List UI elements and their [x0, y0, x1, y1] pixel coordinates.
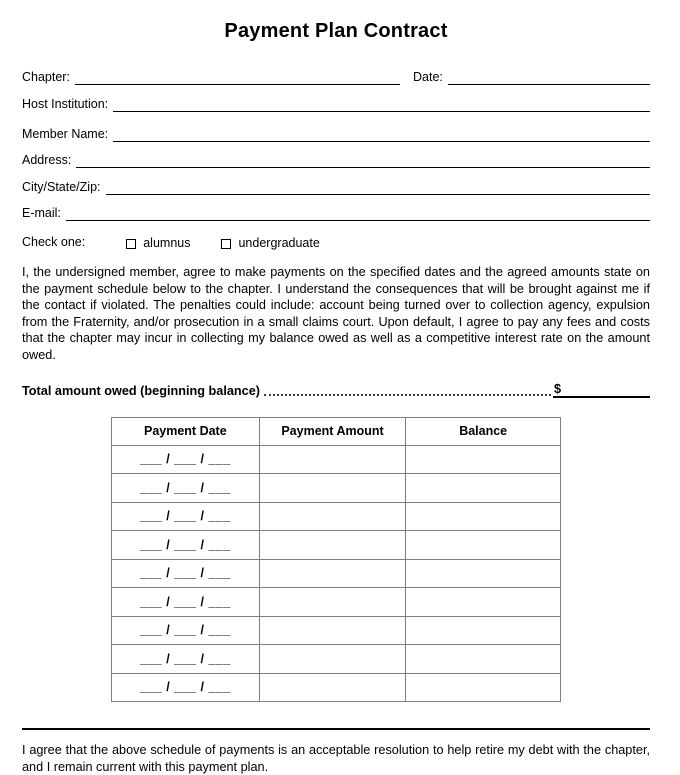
chapter-label: Chapter:	[22, 70, 70, 84]
balance-cell[interactable]	[406, 559, 561, 588]
dot-leader	[264, 383, 551, 396]
table-row	[112, 559, 561, 588]
balance-cell[interactable]	[406, 474, 561, 503]
email-row	[22, 206, 650, 221]
payment-amount-cell[interactable]	[259, 502, 406, 531]
agreement-paragraph: I, the undersigned member, agree to make payments on the specified dates and the agreed amounts state on the payment schedule below to the chapter. I understand the consequences that will be brought against me if the contact if violated. The penalties could include: account being turned over to collection agency, expulsion from the Fraternity, and/or prosecution in a small claims court. Upon default, I agree to pay any fees and costs that the chapter may incur in collecting my balance owed as well as a competitive interest rate on the amount owed.	[22, 265, 650, 362]
closing-paragraph: I agree that the above schedule of payments is an acceptable resolution to help retire my debt with the chapter, and I remain current with this payment plan.	[22, 743, 650, 774]
payment-date-cell[interactable]: ___ / ___ / ___	[112, 559, 260, 588]
chapter-field	[22, 70, 400, 85]
undergraduate-checkbox-icon[interactable]	[221, 239, 231, 249]
table-row	[112, 502, 561, 531]
alumnus-checkbox-icon[interactable]	[126, 239, 136, 249]
payment-date-cell[interactable]: ___ / ___ / ___	[112, 588, 260, 617]
payment-amount-header: Payment Amount	[259, 417, 406, 445]
host-institution-input-line[interactable]	[113, 97, 650, 112]
payment-date-header: Payment Date	[112, 417, 260, 445]
payment-amount-cell[interactable]	[259, 445, 406, 474]
section-divider	[22, 728, 650, 730]
table-header-row	[112, 417, 561, 445]
payment-amount-cell[interactable]	[259, 531, 406, 560]
payment-date-cell[interactable]: ___ / ___ / ___	[112, 502, 260, 531]
table-row	[112, 588, 561, 617]
member-name-label: Member Name:	[22, 126, 109, 141]
city-state-zip-label: City/State/Zip:	[22, 179, 101, 194]
payment-date-cell[interactable]: ___ / ___ / ___	[112, 531, 260, 560]
check-one-label: Check one:	[22, 235, 86, 249]
table-row	[112, 474, 561, 503]
table-row	[112, 673, 561, 702]
address-label: Address:	[22, 153, 72, 167]
member-name-row	[22, 127, 650, 142]
chapter-date-row	[22, 70, 650, 85]
date-label: Date:	[413, 70, 443, 84]
page-title: Payment Plan Contract	[224, 20, 448, 42]
email-label: E-mail:	[22, 206, 61, 220]
address-input-line[interactable]	[76, 153, 650, 168]
chapter-input-line[interactable]	[75, 70, 400, 85]
city-state-zip-row	[22, 180, 650, 195]
table-row	[112, 645, 561, 674]
payment-schedule-table	[111, 417, 561, 703]
alumnus-option-label: alumnus	[143, 235, 191, 250]
payment-date-cell[interactable]: ___ / ___ / ___	[112, 616, 260, 645]
payment-amount-cell[interactable]	[259, 673, 406, 702]
payment-amount-cell[interactable]	[259, 616, 406, 645]
balance-cell[interactable]	[406, 616, 561, 645]
undergraduate-option[interactable]	[221, 236, 319, 250]
balance-cell[interactable]	[406, 445, 561, 474]
total-owed-row	[22, 382, 650, 398]
payment-date-cell[interactable]: ___ / ___ / ___	[112, 645, 260, 674]
balance-header: Balance	[406, 417, 561, 445]
dollar-sign: $	[554, 381, 562, 396]
total-owed-input-line[interactable]	[553, 382, 650, 398]
undergraduate-option-label: undergraduate	[238, 235, 320, 250]
payment-amount-cell[interactable]	[259, 559, 406, 588]
table-row	[112, 445, 561, 474]
address-row	[22, 153, 650, 168]
host-institution-label: Host Institution:	[22, 96, 109, 111]
table-row	[112, 531, 561, 560]
payment-date-cell[interactable]: ___ / ___ / ___	[112, 673, 260, 702]
balance-cell[interactable]	[406, 588, 561, 617]
payment-amount-cell[interactable]	[259, 474, 406, 503]
payment-date-cell[interactable]: ___ / ___ / ___	[112, 474, 260, 503]
total-owed-label: Total amount owed (beginning balance)	[22, 383, 261, 398]
member-name-input-line[interactable]	[113, 127, 650, 142]
date-input-line[interactable]	[448, 70, 650, 85]
city-state-zip-input-line[interactable]	[106, 180, 651, 195]
email-input-line[interactable]	[66, 206, 650, 221]
date-field	[413, 70, 650, 85]
table-row	[112, 616, 561, 645]
host-institution-row	[22, 97, 650, 112]
balance-cell[interactable]	[406, 673, 561, 702]
alumnus-option[interactable]	[126, 236, 190, 250]
payment-date-cell[interactable]: ___ / ___ / ___	[112, 445, 260, 474]
balance-cell[interactable]	[406, 502, 561, 531]
balance-cell[interactable]	[406, 531, 561, 560]
check-one-row	[22, 235, 650, 250]
payment-amount-cell[interactable]	[259, 588, 406, 617]
payment-amount-cell[interactable]	[259, 645, 406, 674]
balance-cell[interactable]	[406, 645, 561, 674]
